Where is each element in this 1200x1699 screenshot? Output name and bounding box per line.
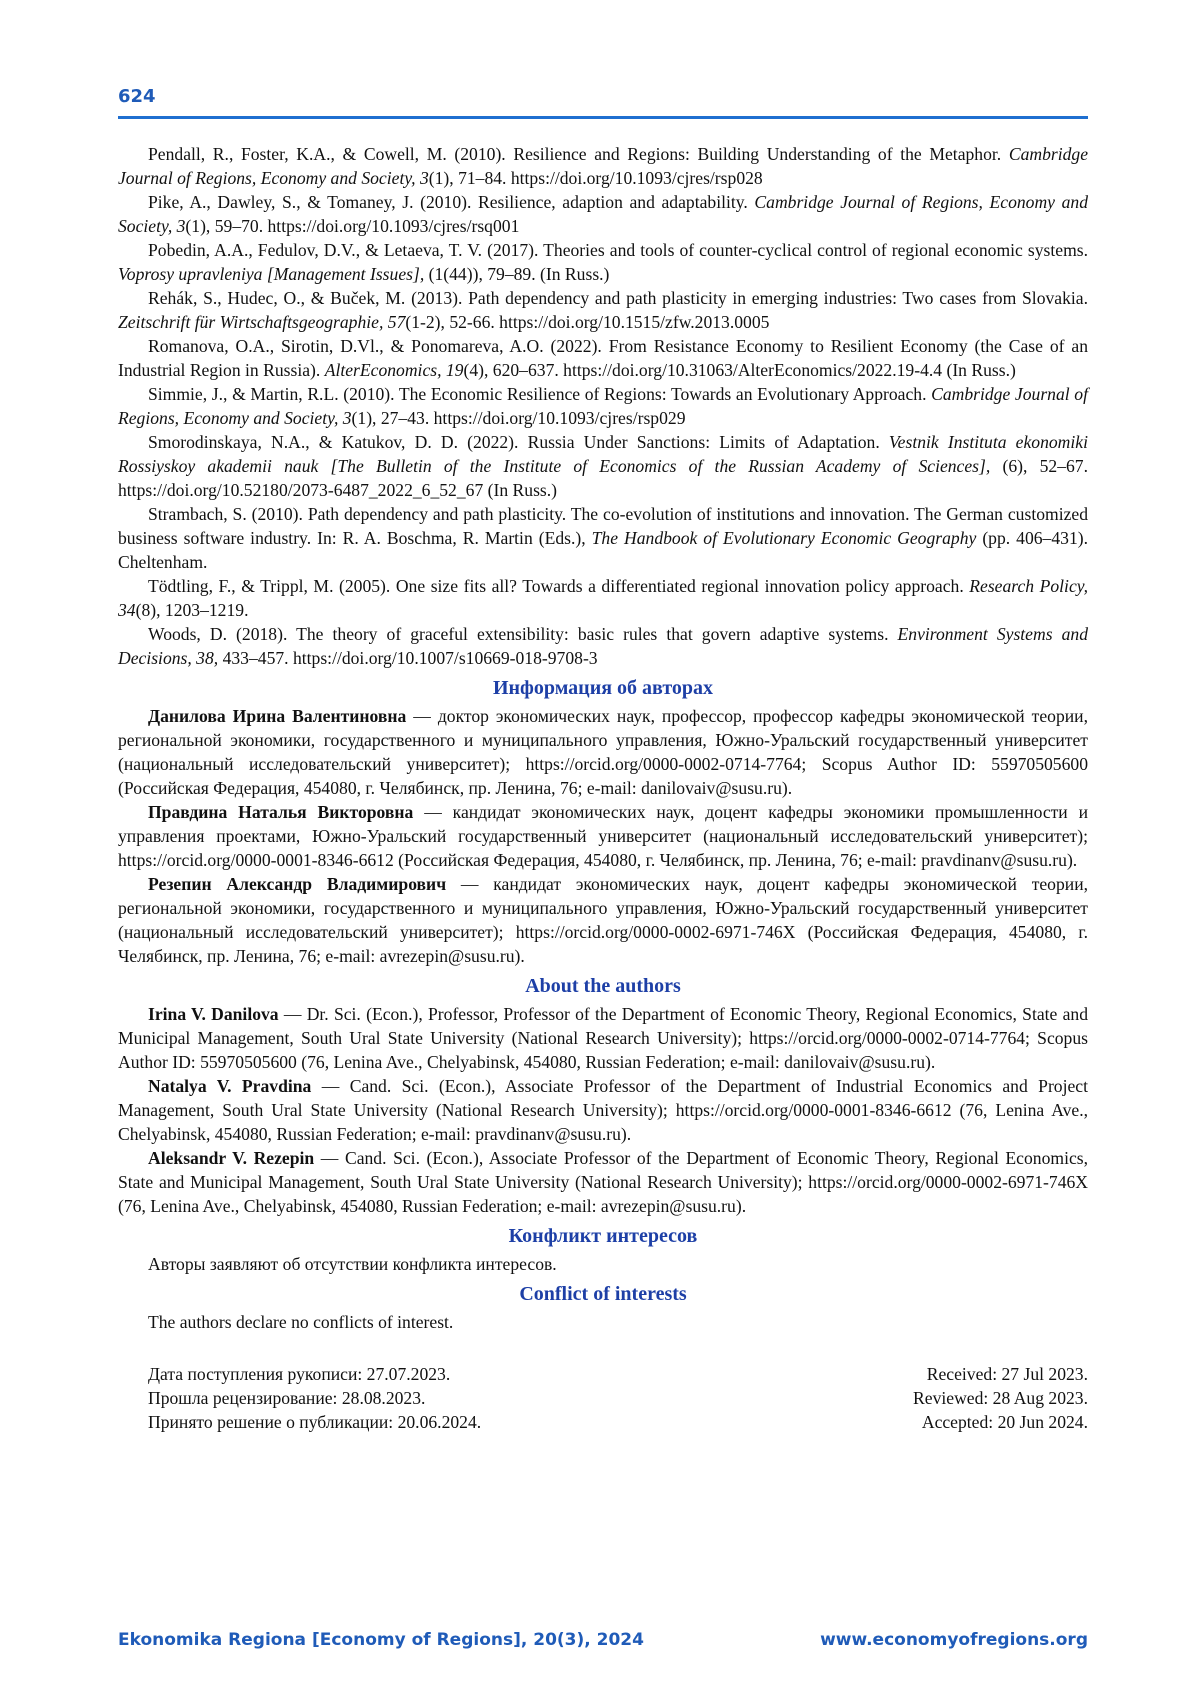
reference-item <box>118 574 1088 622</box>
date-accepted-ru: Принято решение о публикации: 20.06.2024. <box>148 1412 482 1432</box>
reference-source: Research Policy, 34 <box>118 576 1088 620</box>
author-entry <box>118 1002 1088 1074</box>
authors-ru-list <box>118 704 1088 968</box>
reference-item <box>118 382 1088 430</box>
reference-source: The Handbook of Evolutionary Economic Geography <box>591 528 977 548</box>
reference-list <box>118 142 1088 670</box>
reference-text: Smorodinskaya, N.A., & Katukov, D. D. (2022). Russia Under Sanctions: Limits of Adaptation. <box>148 432 889 452</box>
page-content <box>118 142 1088 1434</box>
reference-text: Strambach, S. (2010). Path dependency and path plasticity. The co-evolution of institutions and innovation. The German customized business software industry. In: R. A. Boschma, R. Martin (Eds.), <box>118 504 1088 548</box>
author-entry <box>118 1074 1088 1146</box>
authors-ru-heading: Информация об авторах <box>492 677 714 699</box>
reference-source: Cambridge Journal of Regions, Economy and Society, 3 <box>118 384 1088 428</box>
header-rule <box>118 116 1088 119</box>
reference-source: Zeitschrift für Wirtschaftsgeographie, 57 <box>118 312 406 332</box>
reference-item <box>118 622 1088 670</box>
author-entry <box>118 704 1088 800</box>
reference-details: 433–457. https://doi.org/10.1007/s10669-018-9708-3 <box>218 648 598 668</box>
conflict-ru-text: Авторы заявляют об отсутствии конфликта интересов. <box>148 1254 557 1274</box>
reference-source: Voprosy upravleniya [Management Issues], <box>118 264 425 284</box>
author-name: Данилова Ирина Валентиновна <box>148 706 407 726</box>
author-name: Резепин Александр Владимирович <box>148 874 447 894</box>
authors-en-list <box>118 1002 1088 1218</box>
reference-item <box>118 502 1088 574</box>
author-info: — Dr. Sci. (Econ.), Professor, Professor of the Department of Economic Theory, Regional Economics, State and Municipal Management, South Ural State University (National Research University); https://orcid.org/0000-0002-0714-7764; Scopus Author ID: 55970505600 (76, Lenina Ave., Chelyabinsk, 454080, Russian Federation; e-mail: danilovaiv@susu.ru). <box>118 1004 1088 1072</box>
reference-source: AlterEconomics, 19 <box>324 360 464 380</box>
date-received-ru: Дата поступления рукописи: 27.07.2023. <box>148 1364 451 1384</box>
reference-source: Cambridge Journal of Regions, Economy and Society, 3 <box>118 192 1088 236</box>
author-info: — кандидат экономических наук, доцент кафедры экономической теории, региональной экономики, государственного и муниципального управления, Южно-Уральский государственный университет (национальный исследовательский университет); https://orcid.org/0000-0002-6971-746X (Российская Федерация, 454080, г. Челябинск, пр. Ленина, 76; e-mail: avrezepin@susu.ru). <box>118 874 1089 966</box>
date-received-en: Received: 27 Jul 2023. <box>926 1364 1088 1384</box>
reference-text: Rehák, S., Hudec, O., & Buček, M. (2013). Path dependency and path plasticity in emerging industries: Two cases from Slovakia. <box>148 288 1088 308</box>
reference-text: Pobedin, A.A., Fedulov, D.V., & Letaeva, T. V. (2017). Theories and tools of counter-cyclical control of regional economic systems. <box>148 240 1088 260</box>
author-name: Правдина Наталья Викторовна <box>148 802 414 822</box>
reference-details: (8), 1203–1219. <box>135 600 249 620</box>
manuscript-dates <box>118 1362 1088 1434</box>
author-name: Natalya V. Pravdina <box>148 1076 312 1096</box>
page-number: 624 <box>118 86 156 107</box>
date-accepted-en: Accepted: 20 Jun 2024. <box>921 1412 1088 1432</box>
conflict-ru-heading: Конфликт интересов <box>508 1225 698 1247</box>
reference-details: (4), 620–637. https://doi.org/10.31063/AlterEconomics/2022.19-4.4 (In Russ.) <box>463 360 1016 380</box>
author-entry <box>118 800 1088 872</box>
reference-details: (1), 27–43. https://doi.org/10.1093/cjres/rsp029 <box>351 408 686 428</box>
date-reviewed-ru: Прошла рецензирование: 28.08.2023. <box>148 1388 426 1408</box>
reference-text: Pendall, R., Foster, K.A., & Cowell, M. (2010). Resilience and Regions: Building Understanding of the Metaphor. <box>148 144 1009 164</box>
author-entry <box>118 872 1088 968</box>
conflict-en-heading: Conflict of interests <box>519 1283 687 1305</box>
author-info: — Cand. Sci. (Econ.), Associate Professor of the Department of Industrial Economics and Project Management, South Ural State University (National Research University); https://orcid.org/0000-0001-8346-6612 (76, Lenina Ave., Chelyabinsk, 454080, Russian Federation; e-mail: pravdinanv@susu.ru). <box>118 1076 1088 1144</box>
reference-details: (1(44)), 79–89. (In Russ.) <box>424 264 610 284</box>
author-name: Irina V. Danilova <box>148 1004 279 1024</box>
reference-source: Cambridge Journal of Regions, Economy and Society, 3 <box>118 144 1088 188</box>
author-info: — кандидат экономических наук, доцент кафедры экономики промышленности и управления проектами, Южно-Уральский государственный университет (национальный исследовательский университет); https://orcid.org/0000-0001-8346-6612 (Российская Федерация, 454080, г. Челябинск, пр. Ленина, 76; e-mail: pravdinanv@susu.ru). <box>118 802 1089 870</box>
reference-details: (1-2), 52-66. https://doi.org/10.1515/zfw.2013.0005 <box>405 312 770 332</box>
author-info: — Cand. Sci. (Econ.), Associate Professor of the Department of Economic Theory, Regional Economics, State and Municipal Management, South Ural State University (National Research University); https://orcid.org/0000-0002-6971-746X (76, Lenina Ave., Chelyabinsk, 454080, Russian Federation; e-mail: avrezepin@susu.ru). <box>118 1148 1089 1216</box>
reference-item <box>118 142 1088 190</box>
reference-item <box>118 334 1088 382</box>
reference-item <box>118 430 1088 502</box>
reference-details: (1), 59–70. https://doi.org/10.1093/cjres/rsq001 <box>185 216 520 236</box>
reference-item <box>118 190 1088 238</box>
reference-source: Vestnik Instituta ekonomiki Rossiyskoy akademii nauk [The Bulletin of the Institute of Economics of the Russian Academy of Sciences], <box>118 432 1088 476</box>
reference-text: Simmie, J., & Martin, R.L. (2010). The Economic Resilience of Regions: Towards an Evolutionary Approach. <box>148 384 932 404</box>
reference-item <box>118 238 1088 286</box>
date-reviewed-en: Reviewed: 28 Aug 2023. <box>913 1388 1088 1408</box>
author-entry <box>118 1146 1088 1218</box>
footer-journal: Ekonomika Regiona [Economy of Regions], 20(3), 2024 <box>118 1630 644 1650</box>
reference-text: Woods, D. (2018). The theory of graceful extensibility: basic rules that govern adaptive systems. <box>148 624 898 644</box>
author-info: — доктор экономических наук, профессор, профессор кафедры экономической теории, региональной экономики, государственного и муниципального управления, Южно-Уральский государственный университет (национальный исследовательский университет); https://orcid.org/0000-0002-0714-7764; Scopus Author ID: 55970505600 (Российская Федерация, 454080, г. Челябинск, пр. Ленина, 76; e-mail: danilovaiv@susu.ru). <box>118 706 1088 798</box>
dates-en <box>913 1362 1088 1434</box>
reference-details: (pp. 406–431). Cheltenham. <box>118 528 1088 572</box>
author-name: Aleksandr V. Rezepin <box>148 1148 315 1168</box>
footer-website-link[interactable]: www.economyofregions.org <box>820 1630 1088 1650</box>
conflict-en-text: The authors declare no conflicts of interest. <box>148 1312 454 1332</box>
authors-en-heading: About the authors <box>525 975 681 997</box>
reference-text: Romanova, O.A., Sirotin, D.Vl., & Ponomareva, A.O. (2022). From Resistance Economy to Resilient Economy (the Case of an Industrial Region in Russia). <box>118 336 1088 380</box>
reference-details: (6), 52–67. https://doi.org/10.52180/2073-6487_2022_6_52_67 (In Russ.) <box>118 456 1089 500</box>
reference-item <box>118 286 1088 334</box>
dates-ru <box>118 1362 481 1434</box>
reference-details: (1), 71–84. https://doi.org/10.1093/cjres/rsp028 <box>428 168 763 188</box>
reference-source: Environment Systems and Decisions, 38, <box>118 624 1088 668</box>
reference-text: Pike, A., Dawley, S., & Tomaney, J. (2010). Resilience, adaption and adaptability. <box>148 192 755 212</box>
reference-text: Tödtling, F., & Trippl, M. (2005). One size fits all? Towards a differentiated regional innovation policy approach. <box>148 576 970 596</box>
